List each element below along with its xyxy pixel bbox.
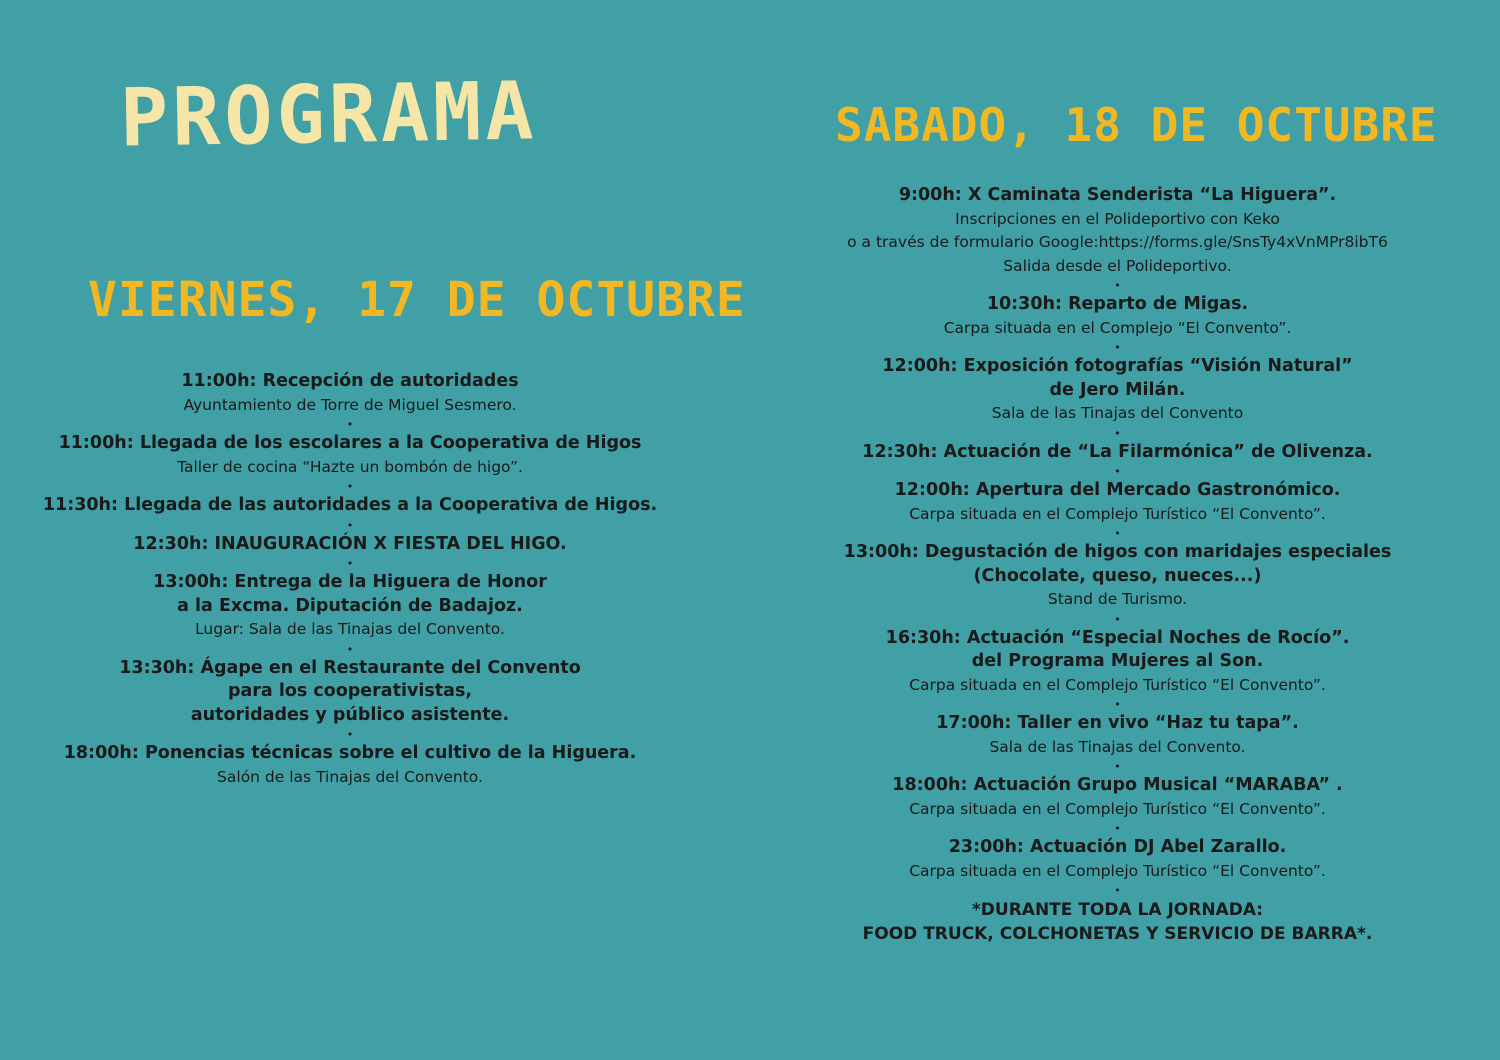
event-heading: 18:00h: Actuación Grupo Musical “MARABA” . (892, 775, 1343, 795)
separator-dot: • (1114, 527, 1121, 540)
event-detail: Carpa situada en el Complejo Turístico “El Convento”. (909, 861, 1326, 880)
event-heading: a la Excma. Diputación de Badajoz. (177, 595, 523, 616)
event-heading: 12:00h: Exposición fotografías “Visión Natural” (882, 356, 1353, 376)
event-heading: 23:00h: Actuación DJ Abel Zarallo. (948, 837, 1287, 857)
event-item (735, 836, 1500, 883)
event-detail: Sala de las Tinajas del Convento. (989, 737, 1246, 756)
event-heading: (Chocolate, queso, nueces...) (973, 565, 1262, 586)
event-heading: 13:00h: Entrega de la Higuera de Honor (153, 572, 547, 592)
event-item (735, 627, 1500, 698)
event-heading: 18:00h: Ponencias técnicas sobre el cultivo de la Higuera. (63, 743, 637, 763)
event-heading: 11:00h: Llegada de los escolares a la Cooperativa de Higos (58, 433, 642, 453)
event-detail: o a través de formulario Google:https://forms.gle/SnsTy4xVnMPr8ibT6 (847, 233, 1388, 251)
final-note: *DURANTE TODA LA JORNADA: (971, 900, 1264, 920)
event-detail: Sala de las Tinajas del Convento (991, 404, 1244, 422)
separator-dot: • (1114, 341, 1121, 354)
event-heading: del Programa Mujeres al Son. (971, 651, 1264, 671)
event-heading: 12:00h: Apertura del Mercado Gastronómico. (894, 480, 1341, 500)
event-item (0, 657, 700, 728)
event-heading: 16:30h: Actuación “Especial Noches de Rocío”. (885, 627, 1350, 648)
event-item (735, 774, 1500, 821)
event-detail: Salida desde el Polideportivo. (1003, 256, 1232, 275)
separator-dot: • (1114, 760, 1121, 773)
event-heading: 10:30h: Reparto de Migas. (986, 294, 1249, 314)
final-note: FOOD TRUCK, COLCHONETAS Y SERVICIO DE BARRA*. (862, 924, 1373, 944)
event-item (735, 541, 1500, 612)
event-item (735, 184, 1500, 278)
event-heading: de Jero Milán. (1049, 379, 1186, 400)
event-item (735, 355, 1500, 426)
event-detail: Salón de las Tinajas del Convento. (217, 767, 483, 786)
event-item (0, 533, 700, 557)
event-detail: Carpa situada en el Complejo Turístico “El Convento”. (909, 799, 1326, 818)
event-detail: Carpa situada en el Complejo Turístico “El Convento”. (909, 504, 1326, 523)
separator-dot: • (346, 557, 354, 570)
event-item (735, 441, 1500, 465)
saturday-title: SABADO, 18 DE OCTUBRE (835, 98, 1438, 152)
event-heading: 11:30h: Llegada de las autoridades a la Cooperativa de Higos. (42, 495, 658, 515)
event-item (735, 712, 1500, 759)
event-heading: para los cooperativistas, (227, 681, 473, 701)
event-heading: 11:00h: Recepción de autoridades (181, 371, 519, 391)
saturday-events (735, 184, 1500, 946)
event-detail: Lugar: Sala de las Tinajas del Convento. (195, 620, 505, 638)
event-heading: 12:30h: INAUGURACIÓN X FIESTA DEL HIGO. (133, 533, 567, 554)
separator-dot: • (346, 418, 354, 431)
event-heading: 9:00h: X Caminata Senderista “La Higuera”. (898, 185, 1337, 205)
separator-dot: • (1114, 465, 1121, 478)
event-item (735, 293, 1500, 340)
friday-title: VIERNES, 17 DE OCTUBRE (88, 272, 746, 328)
event-item (0, 742, 700, 789)
event-heading: 13:00h: Degustación de higos con maridajes especiales (843, 542, 1392, 562)
event-heading: 12:30h: Actuación de “La Filarmónica” de Olivenza. (862, 441, 1373, 462)
separator-dot: • (1114, 279, 1121, 292)
event-heading: 13:30h: Ágape en el Restaurante del Convento (119, 657, 581, 678)
event-detail: Taller de cocina “Hazte un bombón de higo”. (177, 457, 523, 476)
event-detail: Carpa situada en el Complejo Turístico “El Convento”. (909, 675, 1326, 694)
event-item (0, 370, 700, 417)
event-detail: Carpa situada en el Complejo “El Convento”. (943, 318, 1292, 337)
event-item (0, 571, 700, 642)
separator-dot: • (1114, 884, 1121, 897)
separator-dot: • (346, 642, 354, 656)
separator-dot: • (1114, 426, 1121, 440)
event-heading: 17:00h: Taller en vivo “Haz tu tapa”. (936, 713, 1299, 733)
event-detail: Inscripciones en el Polideportivo con Keko (955, 209, 1280, 228)
separator-dot: • (346, 728, 354, 741)
event-item (735, 479, 1500, 526)
event-item (0, 494, 700, 518)
separator-dot: • (1114, 698, 1121, 711)
event-detail: Ayuntamiento de Torre de Miguel Sesmero. (183, 395, 517, 414)
event-detail: Stand de Turismo. (1047, 590, 1188, 608)
event-item (0, 432, 700, 479)
event-heading: autoridades y público asistente. (190, 704, 510, 725)
separator-dot: • (346, 480, 354, 493)
friday-events (0, 370, 700, 789)
separator-dot: • (1114, 612, 1121, 626)
page-title: PROGRAMA (119, 64, 539, 165)
separator-dot: • (1114, 822, 1121, 835)
separator-dot: • (346, 518, 354, 532)
